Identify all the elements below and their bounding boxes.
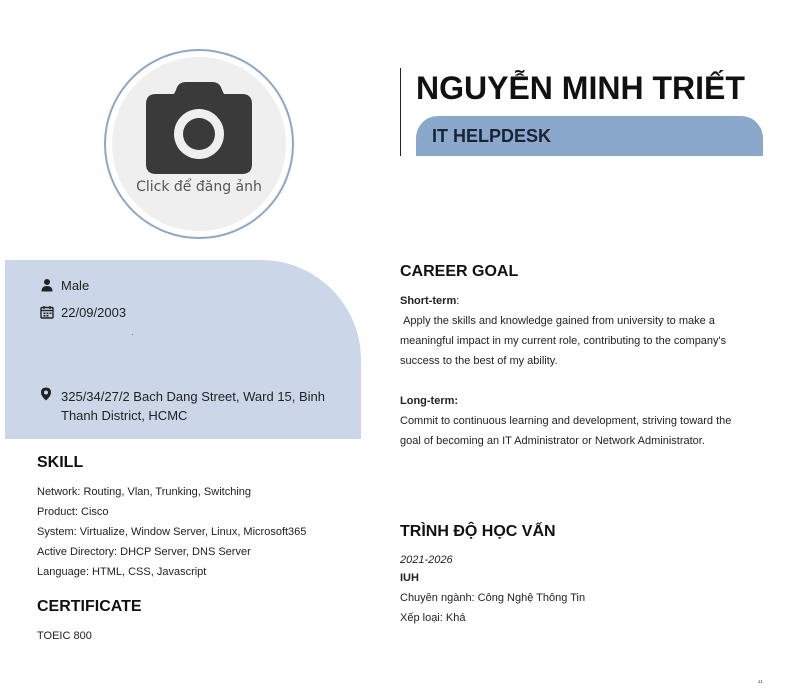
career-goal-heading: CAREER GOAL (400, 263, 519, 280)
list-item: Network: Routing, Vlan, Trunking, Switching (37, 486, 251, 498)
short-term-text: Apply the skills and knowledge gained from university to make a meaningful impact in my current role, contributing to the company's success to the best of my ability. (400, 315, 730, 367)
long-term-text: Commit to continuous learning and development, striving toward the goal of becoming an IT Administrator or Network Administrator. (400, 415, 732, 447)
education-major: Chuyên ngành: Công Nghệ Thông Tin (400, 592, 586, 604)
name-divider (400, 68, 401, 156)
camera-icon[interactable] (146, 82, 252, 174)
birthdate-value: 22/09/2003 (61, 305, 127, 320)
certificate-item: TOEIC 800 (37, 630, 92, 642)
skill-heading: SKILL (37, 454, 84, 471)
page-marker: ¹¹ (758, 680, 763, 687)
long-term-label: Long-term: (400, 395, 459, 407)
list-item: System: Virtualize, Window Server, Linux, Microsoft365 (37, 526, 307, 538)
skill-list (37, 482, 357, 582)
short-term-label-row (400, 295, 459, 307)
certificate-heading: CERTIFICATE (37, 598, 142, 615)
location-pin-icon (39, 387, 53, 401)
list-item: Product: Cisco (37, 506, 109, 518)
gender-value: Male (61, 278, 90, 293)
address-value: 325/34/27/2 Bach Dang Street, Ward 15, Binh Thanh District, HCMC (61, 389, 326, 423)
full-name: NGUYỄN MINH TRIẾT (416, 70, 745, 106)
placeholder-dot (132, 334, 133, 335)
education-years: 2021-2026 (400, 554, 453, 566)
avatar-caption[interactable]: Click để đăng ảnh (136, 179, 262, 195)
education-grade: Xếp loại: Khá (400, 612, 466, 624)
list-item: Language: HTML, CSS, Javascript (37, 566, 207, 578)
short-term-label: Short-term (400, 295, 457, 307)
calendar-icon (40, 305, 54, 319)
job-title: IT HELPDESK (432, 126, 552, 146)
education-school: IUH (400, 572, 419, 584)
education-heading: TRÌNH ĐỘ HỌC VẤN (400, 523, 556, 540)
list-item: Active Directory: DHCP Server, DNS Server (37, 546, 251, 558)
short-term-colon: : (456, 295, 460, 307)
person-icon (40, 278, 54, 292)
